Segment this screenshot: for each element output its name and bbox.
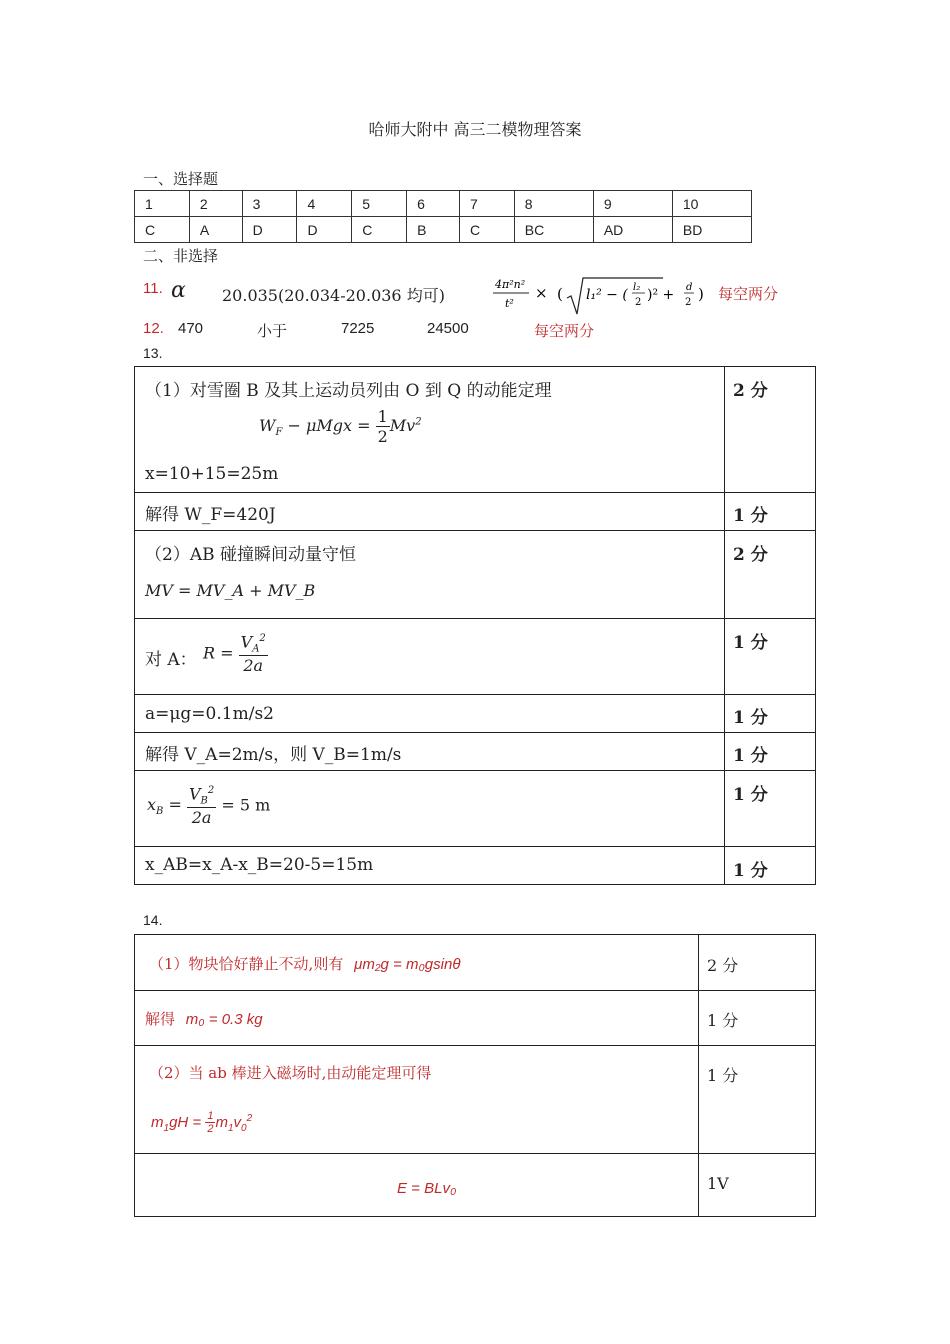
section1-heading: 一、选择题 <box>143 170 219 188</box>
q13-step-text: x_AB=x_A-x_B=20-5=15m <box>145 855 374 875</box>
q11-answer-reading: 20.035(20.034-20.036 均可) <box>222 286 445 305</box>
q14-score: 1 分 <box>707 1066 739 1085</box>
q13-formula: $W_F - \mu Mgx$ = $\frac{1}{2}$ Mv$^2$ <box>259 407 422 446</box>
svg-text:2: 2 <box>635 297 642 308</box>
q13-row <box>135 732 815 770</box>
q14-formula: m₀ = 0.3 kg <box>185 1011 263 1028</box>
q13-step-text: 对 A： <box>145 650 197 670</box>
q13-score: 1 分 <box>733 506 768 526</box>
svg-text:t²: t² <box>505 297 514 310</box>
q13-row <box>135 770 815 846</box>
q13-score: 2 分 <box>733 381 768 401</box>
q14-step-text: （2）当 ab 棒进入磁场时,由动能定理可得 <box>149 1064 432 1082</box>
q11-answer-alpha: α <box>171 278 186 303</box>
svg-text:)² +: )² + <box>647 287 675 303</box>
q12-value: 小于 <box>257 322 288 340</box>
q14-step <box>149 953 460 974</box>
page-title: 哈师大附中 高三二模物理答案 <box>368 120 582 139</box>
q14-step <box>145 1008 263 1029</box>
choice-number: 4 <box>297 191 352 217</box>
q12-value: 7225 <box>341 320 375 337</box>
q12-number: 12. <box>143 320 164 337</box>
choice-number: 10 <box>672 191 751 217</box>
q14-row <box>135 1153 815 1218</box>
q14-step-text: 解得 <box>145 1010 176 1028</box>
q14-score: 1 分 <box>707 1011 739 1030</box>
choice-number: 8 <box>514 191 593 217</box>
choice-number: 2 <box>189 191 242 217</box>
choice-answer: BD <box>672 217 751 243</box>
choice-answer: B <box>407 217 460 243</box>
q12-score-note: 每空两分 <box>534 322 595 340</box>
q12-value: 470 <box>178 320 204 337</box>
q14-formula: μm₂g = m₀gsinθ <box>354 956 461 973</box>
svg-text:l₂: l₂ <box>633 282 641 293</box>
choice-answer: A <box>189 217 242 243</box>
choice-answer-table <box>134 190 752 243</box>
q13-step-text: （2）AB 碰撞瞬间动量守恒 <box>145 545 356 565</box>
choice-answer-row <box>135 217 752 243</box>
choice-answer: D <box>297 217 352 243</box>
q12-value: 24500 <box>427 320 469 337</box>
q13-score: 1 分 <box>733 861 768 881</box>
choice-answer: C <box>135 217 190 243</box>
choice-number: 5 <box>352 191 407 217</box>
q13-row <box>135 492 815 530</box>
q14-score: 2 分 <box>707 956 739 975</box>
q13-answer-table <box>134 366 816 885</box>
q13-row <box>135 846 815 886</box>
q13-formula: R = $\frac{V_A^2}{2a}$ <box>203 632 266 675</box>
choice-number: 3 <box>242 191 297 217</box>
q11-score-note: 每空两分 <box>718 285 779 303</box>
q14-row <box>135 935 815 990</box>
choice-answer: D <box>242 217 297 243</box>
q13-row <box>135 367 815 492</box>
q13-formula: MV = MV_A + MV_B <box>145 581 316 600</box>
q11-number: 11. <box>143 280 163 297</box>
svg-text:×: × <box>535 284 548 302</box>
choice-number: 7 <box>459 191 514 217</box>
q14-number: 14. <box>143 912 163 928</box>
choice-answer: AD <box>593 217 672 243</box>
q13-row <box>135 618 815 694</box>
q14-step-text: （1）物块恰好静止不动,则有 <box>149 955 344 973</box>
choice-number: 1 <box>135 191 190 217</box>
section2-heading: 二、非选择 <box>143 247 219 265</box>
svg-text:(: ( <box>557 285 563 303</box>
q14-formula: $m_1gH$ = $\frac{1}{2}$ $m_1v_0^2$ <box>151 1110 253 1136</box>
q13-step-text: 解得 V_A=2m/s，则 V_B=1m/s <box>145 745 402 765</box>
q14-row <box>135 1045 815 1153</box>
q13-score: 1 分 <box>733 785 768 805</box>
q14-score: 1V <box>707 1174 729 1193</box>
choice-answer: BC <box>514 217 593 243</box>
q13-score: 2 分 <box>733 545 768 565</box>
q14-formula: E = BLv₀ <box>397 1180 457 1197</box>
q14-answer-table <box>134 934 816 1217</box>
q13-score: 1 分 <box>733 746 768 766</box>
q13-distance: x=10+15=25m <box>145 464 279 484</box>
q13-score: 1 分 <box>733 708 768 728</box>
q13-number: 13. <box>143 345 163 361</box>
q13-formula: $x_B$ = $\frac{V_B^2}{2a}$ = 5 m <box>147 784 271 827</box>
q13-row <box>135 694 815 732</box>
choice-answer: C <box>459 217 514 243</box>
choice-number: 6 <box>407 191 460 217</box>
svg-text:d: d <box>686 282 693 293</box>
q13-score: 1 分 <box>733 633 768 653</box>
q13-step-text: 解得 W_F=420J <box>145 505 276 525</box>
q13-step-text: a=μg=0.1m/s2 <box>145 704 274 724</box>
q13-row <box>135 530 815 618</box>
svg-text:): ) <box>698 285 704 303</box>
q14-row <box>135 990 815 1045</box>
svg-text:2: 2 <box>685 297 692 308</box>
choice-answer: C <box>352 217 407 243</box>
choice-number-row <box>135 191 752 217</box>
q13-step-text: （1）对雪圈 B 及其上运动员列由 O 到 Q 的动能定理 <box>145 381 552 401</box>
choice-number: 9 <box>593 191 672 217</box>
svg-text:4π²n²: 4π²n² <box>495 278 526 291</box>
svg-text:l₁² − (: l₁² − ( <box>586 287 628 303</box>
